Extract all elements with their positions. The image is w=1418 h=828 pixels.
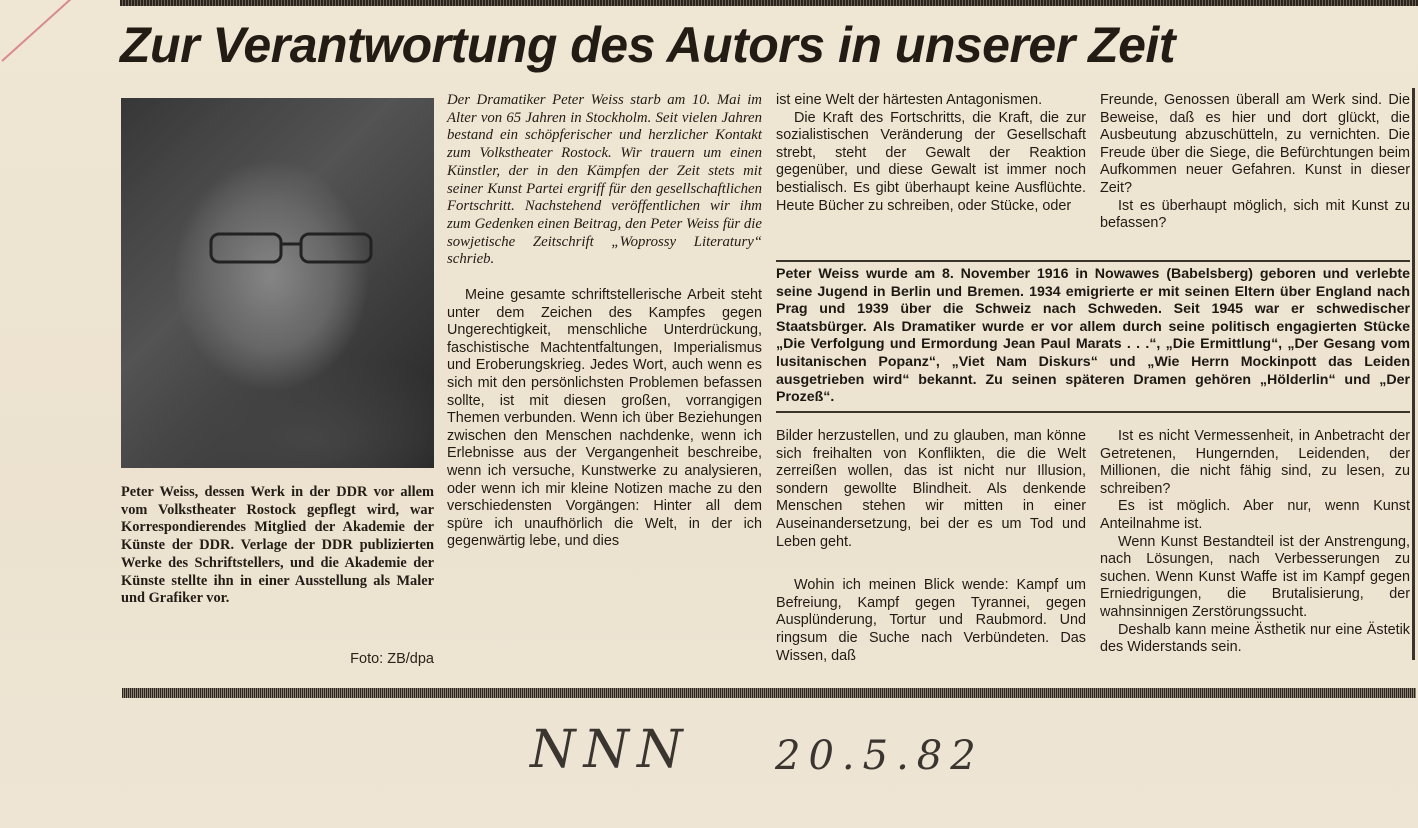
body-paragraph: Freunde, Genossen überall am Werk sind. Die Beweise, daß es hier und dort glückt, die Ausbeutung abzuschütteln, zu vernichten. Die Freude über die Siege, die Befürchtungen beim Aufkommen neuer Gefahren. Kunst in dieser Zeit? bbox=[1100, 92, 1410, 196]
body-paragraph: Deshalb kann meine Ästhetik nur eine Ästetik des Widerstands sein. bbox=[1100, 621, 1410, 656]
author-portrait-photo bbox=[121, 98, 434, 468]
right-column-rule bbox=[1412, 88, 1415, 660]
body-paragraph: Meine gesamte schriftstellerische Arbeit steht unter dem Zeichen des Kampfes gegen Ungerechtigkeit, menschliche Unterdrückung, faschistische Machtentfaltungen, Imperialismus und Eroberungskrieg. Jedes Wort, auch wenn es sich mit den persönlichsten Problemen befassen sollte, ist mit diesen großen, vorrangigen Themen verbunden. Wenn ich über Beziehungen zwischen den Menschen nachdenke, wenn ich Erlebnisse aus der Vergangenheit beschreibe, wenn ich versuche, Kunstwerke zu analysieren, oder wenn ich mir kleine Notizen mache zu den verschiedensten Vorgängen: Hinter all dem spüre ich unaufhörlich die Welt, in der ich gegenwärtig lebe, und dies bbox=[447, 287, 762, 550]
red-pencil-mark bbox=[1, 0, 99, 62]
body-paragraph: Bilder herzustellen, und zu glauben, man könne sich freihalten von Konflikten, die die Welt zerreißen wollen, das ist nicht nur Illusion, sondern gewollte Blindheit. Als denkende Menschen stehen wir mitten in einer Auseinandersetzung, bei der es um Tod und Leben geht. bbox=[776, 428, 1086, 550]
body-paragraph: Wenn Kunst Bestandteil ist der Anstrengung, nach Lösungen, nach Verbesserungen zu suchen. Wenn Kunst Waffe ist im Kampf gegen Erniedrigungen, die Brutalisierung, der wahnsinnigen Zerstörungssucht. bbox=[1100, 533, 1410, 620]
glasses-shape bbox=[191, 228, 391, 268]
body-paragraph: ist eine Welt der härtesten Antagonismen. bbox=[776, 92, 1043, 108]
article-column-2 bbox=[447, 92, 762, 551]
article-column-3-top bbox=[776, 92, 1086, 215]
body-paragraph: Ist es nicht Vermessenheit, in Anbetracht der Getretenen, Hungernden, Leidenden, der Millionen, die nicht fähig sind, zu lesen, zu schreiben? bbox=[1100, 428, 1410, 497]
article-column-3-bottom bbox=[776, 428, 1086, 665]
article-column-4-bottom bbox=[1100, 428, 1410, 657]
body-paragraph: Die Kraft des Fortschritts, die Kraft, die zur sozialistischen Veränderung der Gesellschaft strebt, steht der Gewalt der Reaktion gegenüber, und diese Gewalt ist immer noch bestialisch. Es gibt überhaupt keine Ausflüchte. Heute Bücher zu schreiben, oder Stücke, oder bbox=[776, 109, 1086, 214]
top-border-strip bbox=[120, 0, 1418, 6]
headline: Zur Verantwortung des Autors in unserer Zeit bbox=[120, 17, 1175, 73]
photo-caption: Peter Weiss, dessen Werk in der DDR vor allem vom Volkstheater Rostock gepflegt wird, war Korrespondierendes Mitglied der Akademie der Künste der DDR. Verlage der DDR publizierten Werke des Schriftstellers, und die Akademie der Künste stellte ihn in einer Ausstellung als Maler und Grafiker vor. bbox=[121, 484, 434, 607]
photo-credit: Foto: ZB/dpa bbox=[350, 651, 434, 667]
body-paragraph: Wohin ich meinen Blick wende: Kampf um Befreiung, Kampf gegen Tyrannei, gegen Ausplünderung, Tortur und Raubmord. Und ringsum die Suche nach Verbündeten. Das Wissen, daß bbox=[776, 577, 1086, 664]
handwritten-source: NNN bbox=[530, 720, 691, 780]
body-paragraph: Es ist möglich. Aber nur, wenn Kunst Anteilnahme ist. bbox=[1100, 498, 1410, 532]
bottom-border-strip bbox=[122, 688, 1416, 698]
biography-box: Peter Weiss wurde am 8. November 1916 in Nowawes (Babelsberg) geboren und verlebte seine Jugend in Berlin und Bremen. 1934 emigrierte er mit seinen Eltern über England nach Prag und 1939 über die Schweiz nach Schweden. Seit 1945 war er schwedischer Staatsbürger. Als Dramatiker wurde er vor allem durch seine politisch engagierten Stücke „Die Verfolgung und Ermordung Jean Paul Marats . . .“, „Die Ermittlung“, „Der Gesang vom lusitanischen Popanz“, „Viet Nam Diskurs“ und „Wie Herrn Mockinpott das Leiden ausgetrieben wird“ bekannt. Zu seinen späteren Dramen gehören „Hölderlin“ und „Der Prozeß“. bbox=[776, 260, 1410, 413]
article-column-4-top bbox=[1100, 92, 1410, 233]
handwritten-date: 20.5.82 bbox=[775, 733, 984, 779]
body-paragraph: Ist es überhaupt möglich, sich mit Kunst zu befassen? bbox=[1100, 197, 1410, 232]
intro-paragraph: Der Dramatiker Peter Weiss starb am 10. Mai im Alter von 65 Jahren in Stockholm. Seit vielen Jahren bestand ein schöpferischer und herzlicher Kontakt zum Volkstheater Rostock. Wir trauern um einen Künstler, der in den Kämpfen der Zeit stets mit seiner Kunst Partei ergriff für den gesellschaftlichen Fortschritt. Nachstehend veröffentlichen wir ihm zum Gedenken einen Beitrag, den Peter Weiss für die sowjetische Zeitschrift „Woprossy Literatury“ schrieb. bbox=[447, 92, 762, 268]
